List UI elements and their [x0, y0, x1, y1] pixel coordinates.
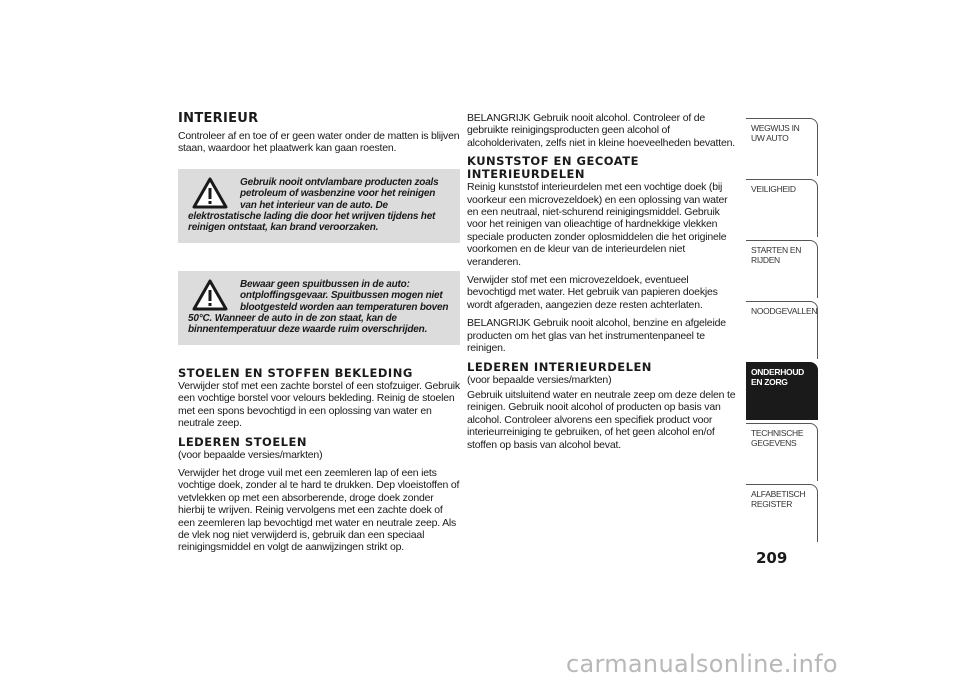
warning-triangle-icon — [192, 177, 228, 209]
kunststof-heading: KUNSTSTOF EN GECOATE INTERIEURDELEN — [467, 154, 639, 182]
interieur-heading: INTERIEUR — [178, 111, 259, 126]
warning-text-spraycans: Bewaar geen spuitbussen in de auto: ontploffingsgevaar. Spuitbussen mogen niet blootgesteld worden aan temperaturen boven 50°C. Wanneer de auto in de zon staat, kan de binnentemperatuur deze waarde ruim overschrijden. — [188, 278, 449, 336]
stoelen-text: Verwijder stof met een zachte borstel of een stofzuiger. Gebruik een vochtige borstel voor velours bekleding. Reinig de stoelen met een spons bevochtigd in een oplossing van water en neutrale zeep. — [178, 379, 460, 430]
lederen-stoelen-text: Verwijder het droge vuil met een zeemleren lap of een iets vochtige doek, zonder al te hard te drukken. Dep vloeistoffen of vetvlekken op met een absorberende, droge doek zonder hierbij te wrijven. Reinig vervolgens met een zachte doek of een zeemleren lap bevochtigd met water en neutrale zeep. Als de vlek nog niet verwijderd is, gebruik dan een speciaal reinigingsmiddel en volgt de aanwijzingen strikt op. — [178, 466, 460, 554]
tab-veiligheid[interactable]: VEILIGHEID — [746, 179, 818, 237]
warning-text-flammable: Gebruik nooit ontvlambare producten zoals petroleum of wasbenzine voor het reinigen van het interieur van de auto. De elektrostatische lading die door het wrijven tijdens het reinigen ontstaat, kan brand veroorzaken. — [188, 176, 439, 234]
lederen-interieurdelen-text: Gebruik uitsluitend water en neutrale zeep om deze delen te reinigen. Gebruik nooit alcohol of producten op basis van alcohol. Controleer alvorens een specifiek product voor interieurreiniging te gebruiken, of het geen alcohol en/of stoffen op basis van alcohol bevat. — [467, 388, 736, 451]
kunststof-text-2: Verwijder stof met een microvezeldoek, eventueel bevochtigd met water. Het gebruik van papieren doekjes wordt afgeraden, aangezien deze resten achterlaten. — [467, 274, 718, 311]
lederen-stoelen-heading: LEDEREN STOELEN — [178, 434, 307, 449]
tab-wegwijs[interactable]: WEGWIJS IN UW AUTO — [746, 118, 818, 176]
right-column — [467, 112, 737, 457]
belangrijk-glas-note: BELANGRIJK Gebruik nooit alcohol, benzine en afgeleide producten om het glas van het instrumentenpaneel te reinigen. — [467, 317, 726, 355]
belangrijk-alcohol-note: BELANGRIJK Gebruik nooit alcohol. Controleer of de gebruikte reinigingsproducten geen alcohol of alcoholderivaten, zelfs niet in kleine hoeveelheden bevatten. — [467, 112, 735, 149]
lederen-interieurdelen-heading: LEDEREN INTERIEURDELEN — [467, 359, 652, 374]
watermark: carmanualsonline.info — [566, 650, 838, 678]
chapter-tabs — [746, 118, 818, 545]
page-number: 209 — [756, 549, 788, 567]
lederen-interieurdelen-subtitle: (voor bepaalde versies/markten) — [467, 373, 612, 386]
tab-onderhoud-en-zorg[interactable]: ONDERHOUD EN ZORG — [746, 362, 818, 420]
tab-starten-en-rijden[interactable]: STARTEN EN RIJDEN — [746, 240, 818, 298]
tab-technische-gegevens[interactable]: TECHNISCHE GEGEVENS — [746, 423, 818, 481]
left-column — [178, 112, 460, 560]
tab-noodgevallen[interactable]: NOODGEVALLEN — [746, 301, 818, 359]
warning-box-flammable — [178, 169, 460, 243]
interieur-text: Controleer af en toe of er geen water onder de matten is blijven staan, waardoor het plaatwerk kan gaan roesten. — [178, 130, 460, 155]
stoelen-heading: STOELEN EN STOFFEN BEKLEDING — [178, 365, 413, 380]
warning-box-spraycans — [178, 271, 460, 345]
warning-triangle-icon — [192, 279, 228, 311]
kunststof-text-1: Reinig kunststof interieurdelen met een vochtige doek (bij voorkeur een microvezeldoek) en een oplossing van water en een neutraal, niet-schurend reinigingsmiddel. Gebruik voor het reinigen van olieachtige of hardnekkige vlekken speciale producten zonder oplosmiddelen die het originele voorkomen en de kleur van de interieurdelen niet veranderen. — [467, 181, 728, 268]
tab-alfabetisch-register[interactable]: ALFABETISCH REGISTER — [746, 484, 818, 542]
lederen-stoelen-subtitle: (voor bepaalde versies/markten) — [178, 448, 323, 461]
